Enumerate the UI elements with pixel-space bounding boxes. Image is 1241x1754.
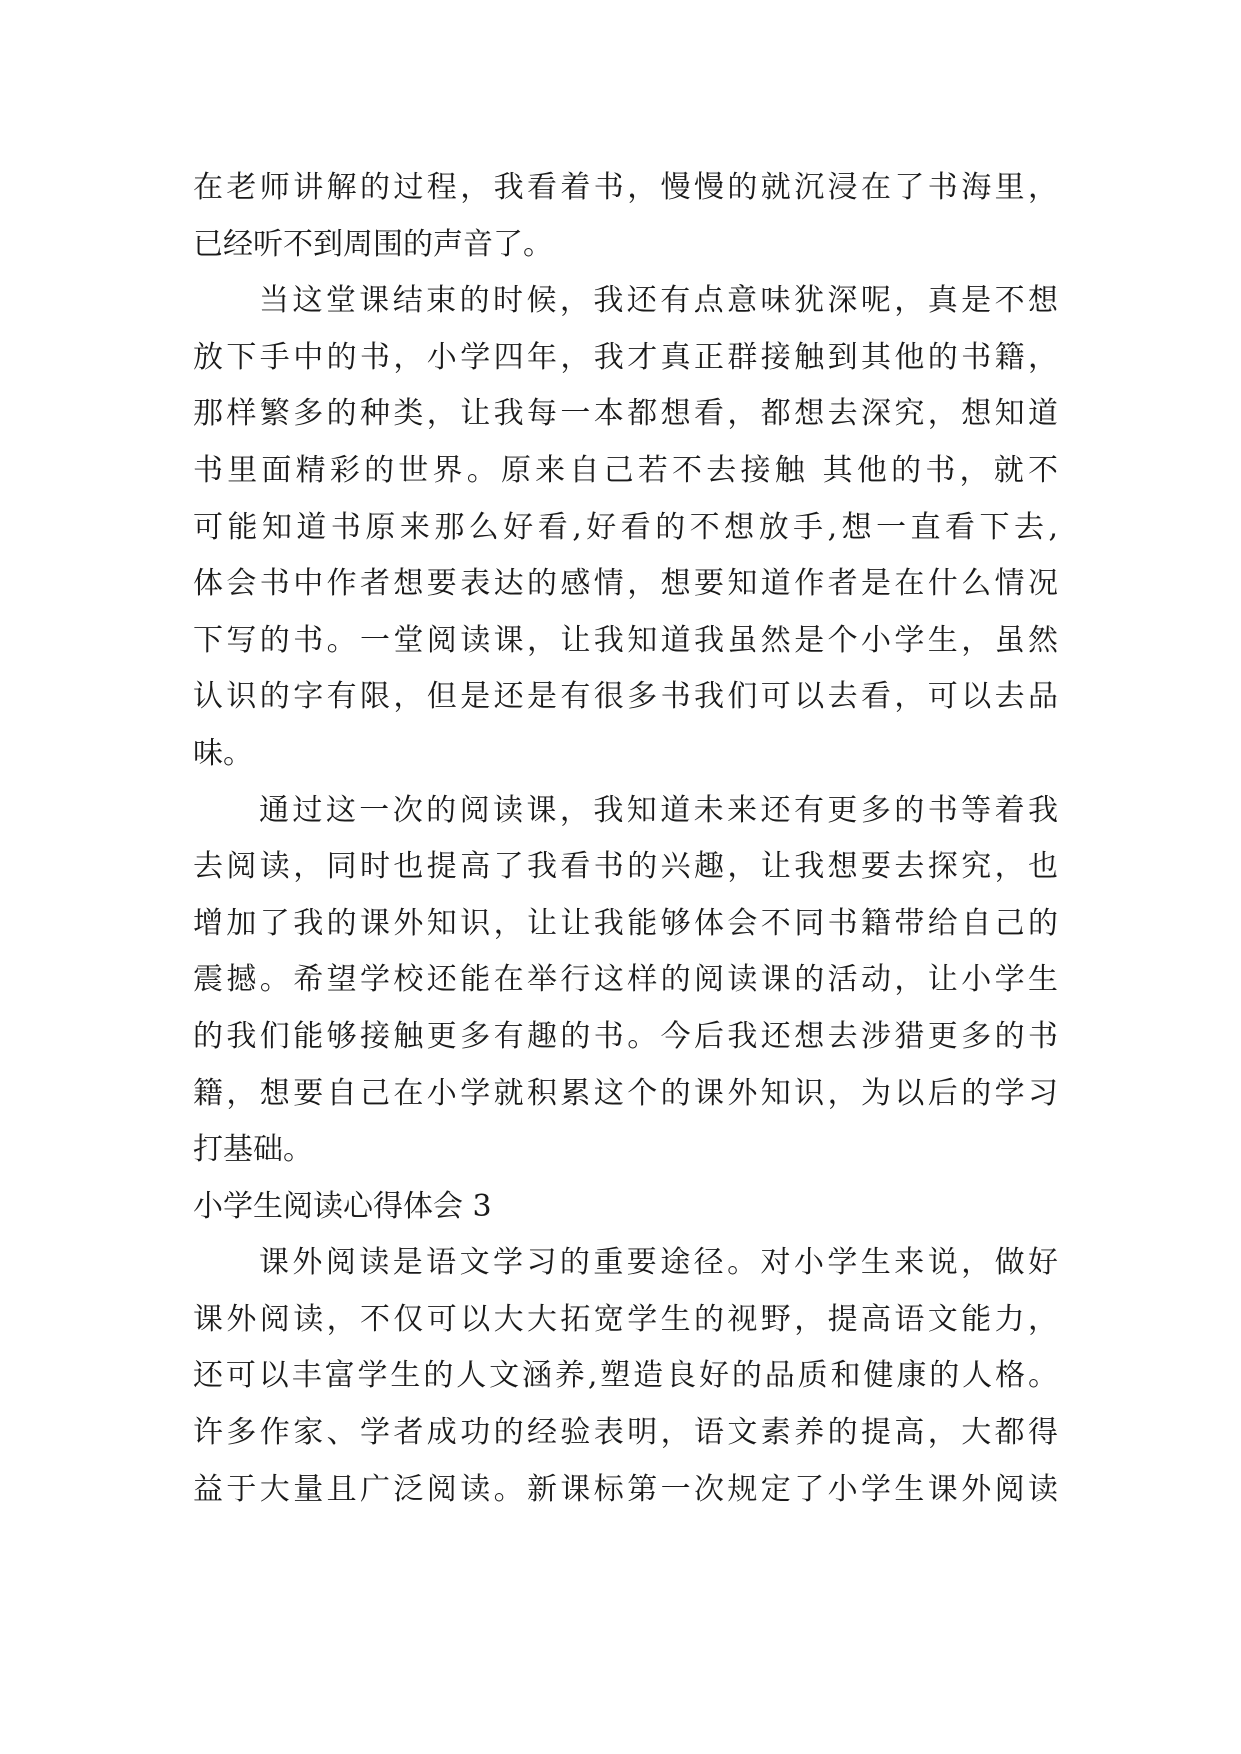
text-line: 通过这一次的阅读课，我知道未来还有更多的书等着我: [259, 792, 1058, 828]
text-line: 那样繁多的种类，让我每一本都想看，都想去深究，想知道: [193, 396, 1058, 432]
text-line: 体会书中作者想要表达的感情，想要知道作者是在什么情况: [193, 566, 1058, 602]
text-line: 认识的字有限，但是还是有很多书我们可以去看，可以去品: [193, 679, 1058, 715]
text-line: 已经听不到周围的声音了。: [193, 226, 553, 262]
text-line: 增加了我的课外知识，让让我能够体会不同书籍带给自己的: [193, 905, 1058, 941]
text-line: 课外阅读，不仅可以大大拓宽学生的视野，提高语文能力，: [193, 1301, 1058, 1337]
text-line: 味。: [193, 735, 253, 771]
text-line: 课外阅读是语文学习的重要途径。对小学生来说，做好: [259, 1245, 1058, 1281]
section-heading: 小学生阅读心得体会 3: [193, 1188, 492, 1224]
text-line: 在老师讲解的过程，我看着书，慢慢的就沉浸在了书海里，: [193, 170, 1058, 205]
text-line: 可能知道书原来那么好看,好看的不想放手,想一直看下去,: [193, 509, 1058, 545]
paragraph-2: [193, 273, 1058, 782]
text-line: 放下手中的书，小学四年，我才真正群接触到其他的书籍，: [193, 339, 1058, 375]
document-body: [193, 160, 1058, 1518]
text-line: 去阅读，同时也提高了我看书的兴趣，让我想要去探究，也: [193, 849, 1058, 885]
text-line: 益于大量且广泛阅读。新课标第一次规定了小学生课外阅读: [193, 1471, 1058, 1507]
paragraph-4: [193, 1235, 1058, 1518]
text-line: 当这堂课结束的时候，我还有点意味犹深呢，真是不想: [259, 283, 1058, 319]
text-line: 震撼。希望学校还能在举行这样的阅读课的活动，让小学生: [193, 962, 1058, 998]
text-line: 下写的书。一堂阅读课，让我知道我虽然是个小学生，虽然: [193, 622, 1058, 658]
text-line: 的我们能够接触更多有趣的书。今后我还想去涉猎更多的书: [193, 1018, 1058, 1054]
text-line: 打基础。: [193, 1132, 313, 1168]
text-line: 籍，想要自己在小学就积累这个的课外知识，为以后的学习: [193, 1075, 1058, 1111]
paragraph-3: [193, 783, 1058, 1179]
paragraph-1: [193, 160, 1058, 273]
text-line: 许多作家、学者成功的经验表明，语文素养的提高，大都得: [193, 1415, 1058, 1451]
text-line: 还可以丰富学生的人文涵养,塑造良好的品质和健康的人格。: [193, 1358, 1058, 1394]
text-line: 书里面精彩的世界。原来自己若不去接触 其他的书，就不: [193, 452, 1058, 488]
